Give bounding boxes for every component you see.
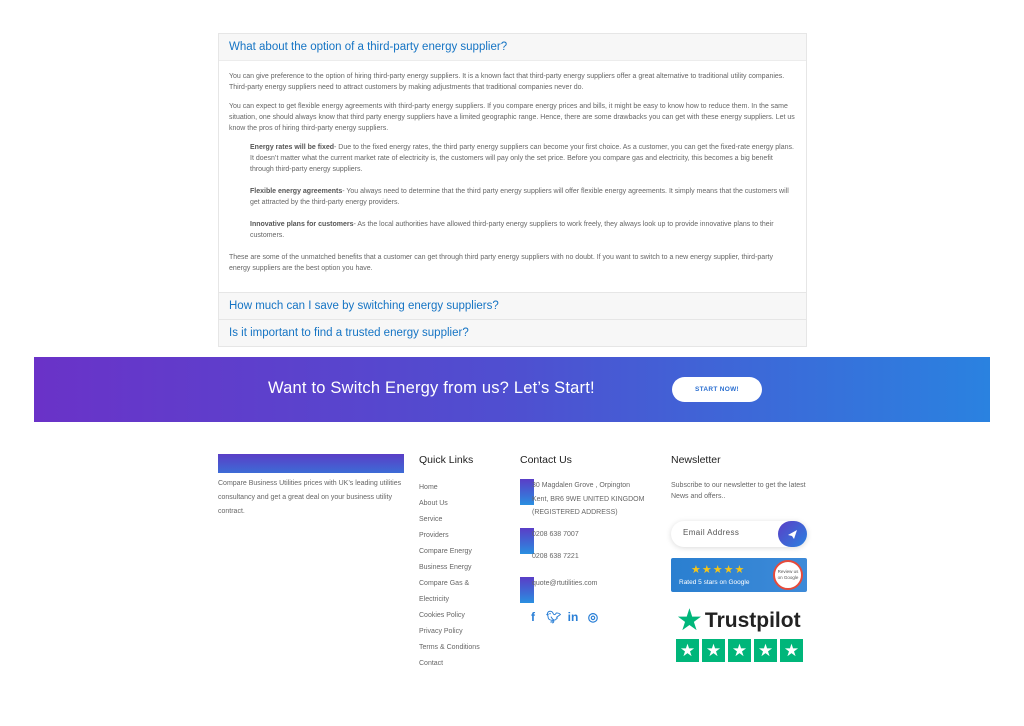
faq-answer: [219, 60, 806, 292]
faq-paragraph: You can expect to get flexible energy agreements with third-party energy suppliers. If you compare energy prices and bills, it might be easy to know how to reduce them. In the same situation, one should always know that third party energy suppliers have a limited geographic range. Hence, there are some drawbacks you can get with these energy suppliers. Let us know the pros of hiring third-party energy suppliers.: [229, 103, 795, 132]
faq-point-title: Innovative plans for customers: [250, 221, 354, 228]
faq-accordion: [218, 33, 807, 347]
newsletter-description: Subscribe to our newsletter to get the latest News and offers..: [671, 482, 806, 500]
subscribe-button[interactable]: [778, 521, 807, 547]
linkedin-icon[interactable]: in: [567, 610, 579, 624]
faq-item: [218, 293, 807, 320]
star-icon: ★★★★★: [691, 564, 746, 576]
email-link[interactable]: quote@rtutilities.com: [532, 580, 598, 587]
trustpilot-stars: [676, 639, 806, 662]
faq-point: [250, 142, 796, 175]
quick-links-title: Quick Links: [419, 454, 474, 466]
link-about-us[interactable]: About Us: [419, 500, 448, 507]
address-line: (REGISTERED ADDRESS): [532, 509, 618, 516]
link-electricity[interactable]: Electricity: [419, 596, 449, 603]
link-compare-gas[interactable]: Compare Gas &: [419, 580, 470, 587]
google-rating-badge[interactable]: [671, 558, 807, 592]
quick-links-list: [419, 480, 509, 672]
faq-point-text: - Due to the fixed energy rates, the third party energy suppliers can become your first choice. As a customer, you can get the fixed-rate energy plans. It doesn’t matter what the current market rate of electricity is, the customers will pay only the set price. Before you compare gas and electricity, this becomes a big benefit through third-party energy suppliers.: [250, 144, 794, 173]
trustpilot-wordmark: Trustpilot: [704, 609, 801, 632]
trustpilot-badge[interactable]: [676, 606, 806, 662]
faq-point-text: - You always need to determine that the third party energy suppliers will offer flexible energy agreements. It simply means that the customers will get attracted by the third-party energy providers.: [250, 188, 789, 206]
link-terms[interactable]: Terms & Conditions: [419, 644, 480, 651]
footer: [0, 440, 1024, 726]
address-line: 30 Magdalen Grove , Orpington: [532, 482, 631, 489]
faq-question[interactable]: Is it important to find a trusted energy supplier?: [229, 327, 469, 339]
footer-logo[interactable]: [218, 454, 404, 473]
google-review-seal: Review us on Google: [773, 560, 803, 590]
address-line: Kent, BR6 9WE UNITED KINGDOM: [532, 495, 645, 503]
email-input[interactable]: [683, 528, 773, 537]
google-rating-text: Rated 5 stars on Google: [679, 579, 750, 586]
star-icon: ★: [754, 639, 777, 662]
faq-point-text: - As the local authorities have allowed third-party energy suppliers to work freely, they always look up to provide innovative plans to their customers.: [250, 221, 774, 239]
faq-point-title: Flexible energy agreements: [250, 188, 343, 195]
twitter-icon[interactable]: 🐦︎: [546, 610, 562, 624]
send-icon: [778, 521, 807, 547]
faq-item: [218, 320, 807, 347]
link-cookies-policy[interactable]: Cookies Policy: [419, 612, 465, 619]
phone-number[interactable]: 0208 638 7007: [532, 531, 579, 538]
link-service[interactable]: Service: [419, 516, 443, 523]
link-compare-energy[interactable]: Compare Energy: [419, 548, 472, 555]
faq-point: [250, 186, 796, 208]
star-icon: ★: [780, 639, 803, 662]
star-icon: ★: [676, 639, 699, 662]
social-links: [526, 610, 600, 624]
newsletter-form: [671, 521, 807, 547]
facebook-icon[interactable]: f: [531, 610, 535, 624]
phone-number[interactable]: 0208 638 7221: [532, 552, 579, 560]
footer-about: Compare Business Utilities prices with UK’s leading utilities consultancy and get a great deal on your business utility contract.: [218, 480, 402, 515]
newsletter-title: Newsletter: [671, 454, 721, 466]
link-privacy-policy[interactable]: Privacy Policy: [419, 628, 463, 635]
faq-point-title: Energy rates will be fixed: [250, 144, 335, 151]
link-business-energy[interactable]: Business Energy: [419, 564, 472, 571]
faq-item: [218, 33, 807, 293]
link-contact[interactable]: Contact: [419, 660, 444, 667]
star-icon: ★: [702, 639, 725, 662]
star-icon: ★: [728, 639, 751, 662]
faq-paragraph: You can give preference to the option of hiring third-party energy suppliers. It is a known fact that third-party energy suppliers offer a great alternative to traditional utility companies. Third-party energy suppliers need to attract customers by making adjustments that traditional companies never do.: [229, 73, 785, 91]
instagram-icon[interactable]: ◎: [587, 610, 599, 624]
link-home[interactable]: Home: [419, 484, 438, 491]
start-now-button[interactable]: START NOW!: [672, 377, 762, 402]
contact-title: Contact Us: [520, 454, 572, 466]
faq-question[interactable]: How much can I save by switching energy suppliers?: [229, 300, 499, 312]
link-providers[interactable]: Providers: [419, 532, 449, 539]
faq-question[interactable]: What about the option of a third-party energy supplier?: [229, 41, 508, 53]
faq-paragraph: These are some of the unmatched benefits that a customer can get through third party energy suppliers with no doubt. If you want to switch to a new energy supplier, third-party energy suppliers are the best option you have.: [229, 254, 773, 272]
star-icon: ★: [676, 604, 703, 637]
faq-point: [250, 219, 796, 241]
cta-banner: [34, 357, 990, 422]
cta-heading: Want to Switch Energy from us? Let’s Start!: [268, 379, 595, 397]
